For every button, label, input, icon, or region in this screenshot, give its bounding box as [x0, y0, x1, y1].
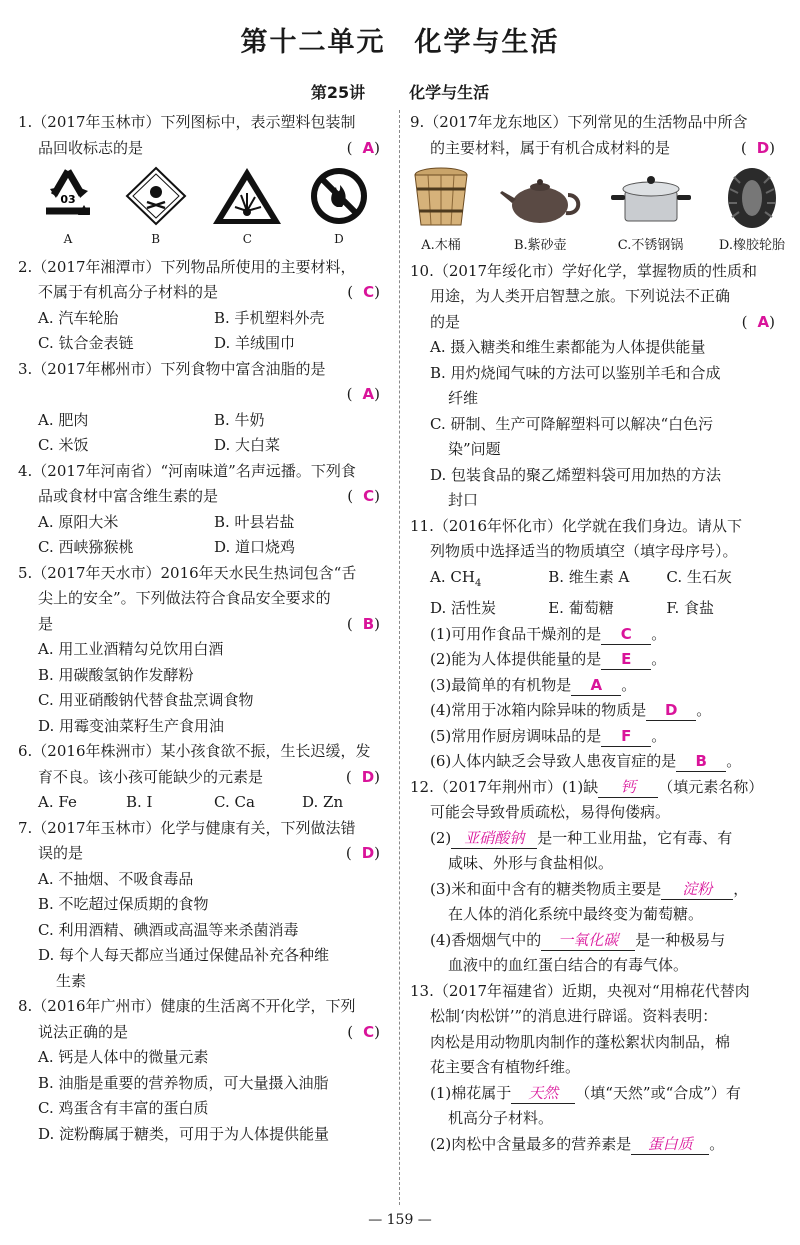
answer-blank[interactable]: C — [601, 624, 651, 645]
answer-blank[interactable]: E — [601, 649, 651, 670]
page-number: — 159 — — [368, 1212, 432, 1228]
explosive-icon: C — [211, 165, 283, 253]
no-fire-icon: D — [306, 165, 372, 253]
options: C. 米饭 D. 大白菜 — [38, 436, 281, 454]
unit-title: 第十二单元 化学与生活 — [240, 27, 560, 58]
question-13: 13.（2017年福建省）近期，央视对“用棉花代替肉 松制‘肉松饼’”的消息进行辟谣。资料表明： 肉松是用动物肌肉制作的蓬松絮状肉制品，棉 花主要含有植物纤维。 (1)棉花属于 天然 （填“天然”或“合成”）有 机高分子材料。 (2)肉松中含量最多的营养素是 蛋白质 。 — [410, 981, 750, 1153]
question-5: 5.（2017年天水市）2016年天水民生热词包含“舌 尖上的安全”。下列做法符合食品安全要求的 是 (B) A. 用工业酒精勾兑饮用白酒 B. 用碳酸氢钠作发酵粉 C. 用亚硝酸钠代替食盐烹调食物 D. 用霉变油菜籽生产食用油 — [18, 563, 390, 735]
answer-mark: B — [362, 614, 375, 633]
answer-blank[interactable]: 蛋白质 — [631, 1134, 709, 1155]
left-column — [18, 110, 390, 1147]
column-divider — [399, 110, 400, 1205]
options: C. 钛合金表链 D. 羊绒围巾 — [38, 334, 296, 352]
lecture-topic: 化学与生活 — [409, 83, 490, 102]
clay-teapot-image: B.紫砂壶 — [498, 165, 582, 259]
question-6: 6.（2016年株洲市）某小孩食欲不振，生长迟缓，发 育不良。该小孩可能缺少的元素是 (D) A. Fe B. I C. Ca D. Zn — [18, 739, 390, 816]
answer-bracket: (D) — [345, 844, 390, 862]
answer-bracket: (C) — [347, 487, 390, 505]
answer-blank[interactable]: 淀粉 — [661, 879, 733, 900]
item-pictures — [410, 165, 785, 259]
answer-blank[interactable]: A — [571, 675, 621, 696]
answer-blank[interactable]: F — [601, 726, 651, 747]
question-7: 7.（2017年玉林市）化学与健康有关，下列做法错 误的是 (D) A. 不抽烟、不吸食毒品 B. 不吃超过保质期的食物 C. 利用酒精、碘酒或高温等来杀菌消毒 D. 每个人每天都应当通过保健品补充各种维 生素 — [18, 818, 390, 990]
icon-options — [18, 165, 390, 253]
question-12: 12.（2017年荆州市）(1)缺 钙 （填元素名称） 可能会导致骨质疏松，易得佝偻病。 (2) 亚硝酸钠 是一种工业用盐，它有毒、有 咸味、外形与食盐相似。 (3)米和面中含有的糖类物质主要是 淀粉 ， 在人体的消化系统中最终变为葡萄糖。 (4)香烟烟气中的 一氧化碳 是一种极易与 血液中的血红蛋白结合的有毒气体。 — [410, 777, 764, 974]
answer-mark: A — [362, 385, 375, 403]
wooden-bucket-image: A.木桶 — [410, 165, 472, 259]
options: A. 汽车轮胎 B. 手机塑料外壳 — [38, 308, 325, 327]
right-column — [410, 110, 785, 1157]
answer-bracket: (C) — [347, 283, 390, 301]
recycle-03-icon: 03 A — [36, 165, 100, 253]
question-11: 11.（2016年怀化市）化学就在我们身边。请从下 列物质中选择适当的物质填空（填字母序号）。 A. $CH_4$ B. 维生素 A C. 生石灰 D. 活性炭 E. 葡萄糖 F. 食盐 (1)可用作食品干燥剂的是 C 。 (2)能为人体提供能量的是 E 。 (3)最简单的有机物是 A 。 (4)常用于冰箱内除异味的物质是 D 。 (5)常用作厨房调味品的是 F 。 (6)人体内缺乏会导致人患夜盲症的是 B 。 — [410, 514, 785, 775]
lecture-subtitle — [0, 80, 800, 103]
answer-bracket: (C) — [347, 1022, 390, 1041]
answer-blank[interactable]: 亚硝酸钠 — [451, 828, 537, 849]
toxic-icon: B — [123, 165, 189, 253]
steel-pot-image: C.不锈钢锅 — [609, 165, 693, 259]
answer-blank[interactable]: 钙 — [598, 777, 658, 798]
answer-mark: D — [756, 138, 770, 157]
answer-bracket: (B) — [346, 614, 390, 633]
question-10: 10.（2017年绥化市）学好化学，掌握物质的性质和 用途，为人类开启智慧之旅。下列说法不正确 的是 (A) A. 摄入糖类和维生素都能为人体提供能量 B. 用灼烧闻气味的方法可以鉴别羊毛和合成 纤维 C. 研制、生产可降解塑料可以解决“白色污 染”问题 D. 包装食品的聚乙烯塑料袋可用加热的方法 封口 — [410, 261, 785, 509]
question-2: 2.（2017年湘潭市）下列物品所使用的主要材料， 不属于有机高分子材料的是 (C) A. 汽车轮胎 B. 手机塑料外壳 C. 钛合金表链 D. 羊绒围巾 — [18, 255, 390, 357]
options: C. 西峡猕猴桃 D. 道口烧鸡 — [38, 538, 296, 556]
question-3: 3.（2017年郴州市）下列食物中富含油脂的是 (A) A. 肥肉 B. 牛奶 C. 米饭 D. 大白菜 — [18, 357, 390, 459]
answer-mark: C — [363, 283, 375, 301]
answer-mark: A — [362, 138, 375, 157]
answer-bracket: (A) — [741, 312, 785, 331]
answer-mark: C — [363, 487, 375, 505]
question-9: 9.（2017年龙东地区）下列常见的生活物品中所含 的主要材料，属于有机合成材料的是 (D) A.木桶 B.紫砂壶 C.不锈钢锅 D.橡胶轮胎 — [410, 110, 785, 259]
rubber-tire-image: D.橡胶轮胎 — [719, 165, 785, 259]
options: A. 肥肉 B. 牛奶 — [38, 410, 265, 429]
options: A. $CH_4$ B. 维生素 A C. 生石灰 — [430, 567, 732, 589]
options: D. 活性炭 E. 葡萄糖 F. 食盐 — [430, 599, 715, 617]
question-4: 4.（2017年河南省）“河南味道”名声远播。下列食 品或食材中富含维生素的是 (C) A. 原阳大米 B. 叶县岩盐 C. 西峡猕猴桃 D. 道口烧鸡 — [18, 459, 390, 561]
answer-bracket: (D) — [345, 767, 390, 786]
answer-mark: D — [361, 767, 375, 786]
answer-blank[interactable]: D — [646, 700, 696, 721]
answer-mark: A — [757, 312, 770, 331]
question-1: 1.（2017年玉林市）下列图标中，表示塑料包装制 品回收标志的是 (A) 03 A B C D — [18, 110, 390, 253]
answer-blank[interactable]: 一氧化碳 — [541, 930, 635, 951]
options: A. 原阳大米 B. 叶县岩盐 — [38, 512, 295, 531]
lecture-number: 第25讲 — [310, 83, 366, 102]
answer-mark: C — [363, 1022, 375, 1041]
answer-mark: D — [361, 844, 375, 862]
question-8: 8.（2016年广州市）健康的生活离不开化学，下列 说法正确的是 (C) A. 钙是人体中的微量元素 B. 油脂是重要的营养物质，可大量摄入油脂 C. 鸡蛋含有丰富的蛋白质 D. 淀粉酶属于糖类，可用于为人体提供能量 — [18, 997, 390, 1143]
answer-blank[interactable]: 天然 — [511, 1083, 575, 1104]
answer-blank[interactable]: B — [676, 751, 726, 772]
answer-bracket: (D) — [740, 138, 785, 157]
options: A. Fe B. I C. Ca D. Zn — [38, 793, 344, 811]
answer-bracket: (A) — [346, 138, 390, 157]
svg-text:03: 03 — [60, 193, 76, 206]
answer-bracket: (A) — [346, 385, 390, 403]
